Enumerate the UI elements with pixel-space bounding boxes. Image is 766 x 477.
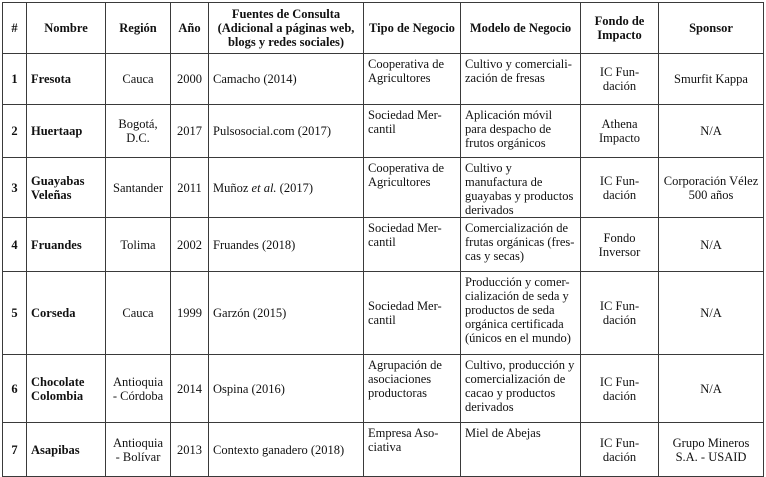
cell-fuente: Camacho (2014) [209, 54, 364, 105]
cell-sponsor: Grupo Mineros S.A. - USAID [659, 423, 764, 477]
cell-region: Antioquia - Bolívar [106, 423, 171, 477]
header-num: # [3, 3, 27, 54]
cell-modelo: Cultivo y comerciali- zación de fresas [461, 54, 581, 105]
cell-fondo: IC Fun- dación [581, 272, 659, 355]
cell-num: 4 [3, 218, 27, 272]
header-anio: Año [171, 3, 209, 54]
cell-tipo: Agrupación de asociaciones productoras [364, 355, 461, 423]
cell-region: Cauca [106, 272, 171, 355]
cell-nombre: Fresota [27, 54, 106, 105]
cell-nombre: Huertaap [27, 105, 106, 158]
cell-fuente: Contexto ganadero (2018) [209, 423, 364, 477]
cell-anio: 2014 [171, 355, 209, 423]
cell-modelo: Cultivo, producción y comercialización de cacao y productos derivados [461, 355, 581, 423]
cell-num: 3 [3, 158, 27, 218]
cell-num: 2 [3, 105, 27, 158]
cell-modelo: Comercialización de frutas orgánicas (fres- cas y secas) [461, 218, 581, 272]
business-table [2, 2, 764, 477]
cell-fondo: IC Fun- dación [581, 355, 659, 423]
cell-sponsor: Corporación Vélez 500 años [659, 158, 764, 218]
cell-anio: 2002 [171, 218, 209, 272]
cell-fuente [209, 158, 364, 218]
cell-fondo: IC Fun- dación [581, 54, 659, 105]
table-row [3, 272, 764, 355]
header-fondo: Fondo de Impacto [581, 3, 659, 54]
cell-num: 5 [3, 272, 27, 355]
fuente-year: (2017) [276, 180, 313, 195]
cell-region: Cauca [106, 54, 171, 105]
cell-anio: 2013 [171, 423, 209, 477]
cell-anio: 2011 [171, 158, 209, 218]
cell-num: 6 [3, 355, 27, 423]
table-row [3, 105, 764, 158]
header-tipo: Tipo de Negocio [364, 3, 461, 54]
cell-sponsor: N/A [659, 355, 764, 423]
cell-nombre: Asapibas [27, 423, 106, 477]
cell-fondo: Athena Impacto [581, 105, 659, 158]
cell-nombre: Guayabas Veleñas [27, 158, 106, 218]
header-modelo: Modelo de Negocio [461, 3, 581, 54]
cell-fuente: Fruandes (2018) [209, 218, 364, 272]
cell-nombre: Fruandes [27, 218, 106, 272]
cell-num: 7 [3, 423, 27, 477]
table-row [3, 423, 764, 477]
cell-fondo: Fondo Inversor [581, 218, 659, 272]
cell-region: Tolima [106, 218, 171, 272]
cell-fuente: Pulsosocial.com (2017) [209, 105, 364, 158]
cell-modelo: Aplicación móvil para despacho de frutos orgánicos [461, 105, 581, 158]
cell-region: Santander [106, 158, 171, 218]
cell-tipo: Sociedad Mer- cantil [364, 272, 461, 355]
cell-sponsor: N/A [659, 218, 764, 272]
cell-region: Antioquia - Córdoba [106, 355, 171, 423]
header-fuentes: Fuentes de Consulta (Adicional a páginas web, blogs y redes sociales) [209, 3, 364, 54]
cell-anio: 1999 [171, 272, 209, 355]
header-row [3, 3, 764, 54]
fuente-et-al: et al. [251, 180, 277, 195]
fuente-author: Muñoz [213, 180, 252, 195]
cell-fondo: IC Fun- dación [581, 423, 659, 477]
cell-sponsor: N/A [659, 105, 764, 158]
header-nombre: Nombre [27, 3, 106, 54]
cell-tipo: Cooperativa de Agricultores [364, 54, 461, 105]
header-region: Región [106, 3, 171, 54]
cell-modelo: Producción y comer- cialización de seda y productos de seda orgánica certificada (únicos en el mundo) [461, 272, 581, 355]
table-row [3, 158, 764, 218]
cell-tipo: Empresa Aso- ciativa [364, 423, 461, 477]
cell-anio: 2017 [171, 105, 209, 158]
cell-fondo: IC Fun- dación [581, 158, 659, 218]
cell-region: Bogotá, D.C. [106, 105, 171, 158]
cell-sponsor: Smurfit Kappa [659, 54, 764, 105]
cell-tipo: Cooperativa de Agricultores [364, 158, 461, 218]
table-row [3, 218, 764, 272]
cell-tipo: Sociedad Mer- cantil [364, 105, 461, 158]
cell-num: 1 [3, 54, 27, 105]
table-row [3, 54, 764, 105]
cell-modelo: Cultivo y manufactura de guayabas y productos derivados [461, 158, 581, 218]
table-row [3, 355, 764, 423]
cell-sponsor: N/A [659, 272, 764, 355]
cell-nombre: Corseda [27, 272, 106, 355]
cell-tipo: Sociedad Mer- cantil [364, 218, 461, 272]
header-sponsor: Sponsor [659, 3, 764, 54]
cell-fuente: Ospina (2016) [209, 355, 364, 423]
cell-fuente: Garzón (2015) [209, 272, 364, 355]
cell-modelo: Miel de Abejas [461, 423, 581, 477]
cell-anio: 2000 [171, 54, 209, 105]
cell-nombre: Chocolate Colombia [27, 355, 106, 423]
